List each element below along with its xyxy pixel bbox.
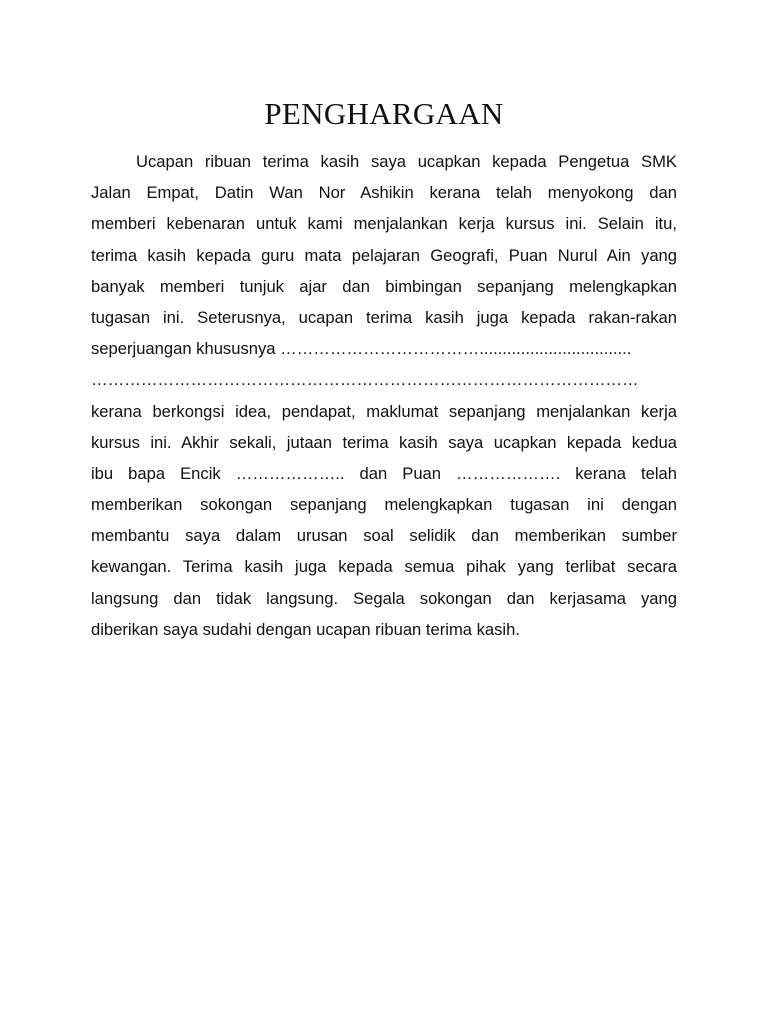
paragraph-line: langsung dan tidak langsung. Segala sokongan dan kerjasama yang (91, 588, 677, 608)
paragraph-line-blank: seperjuangan khususnya ………………………………................................. (91, 339, 632, 359)
paragraph-line-blank: ……………………………………………………………………………………… (91, 370, 639, 390)
page-title: PENGHARGAAN (264, 96, 504, 131)
paragraph-line: membantu saya dalam urusan soal selidik dan memberikan sumber (91, 526, 677, 546)
paragraph-line-last: diberikan saya sudahi dengan ucapan ribuan terima kasih. (91, 619, 520, 639)
paragraph-line: kewangan. Terima kasih juga kepada semua pihak yang terlibat secara (91, 557, 677, 577)
paragraph-line: memberikan sokongan sepanjang melengkapkan tugasan ini dengan (91, 495, 677, 515)
paragraph-line: kursus ini. Akhir sekali, jutaan terima kasih saya ucapkan kepada kedua (91, 432, 677, 452)
paragraph-line: Ucapan ribuan terima kasih saya ucapkan kepada Pengetua SMK (136, 152, 677, 171)
paragraph-line-blank: ibu bapa Encik ……………….. dan Puan ………………. kerana telah (91, 463, 677, 483)
paragraph-line: terima kasih kepada guru mata pelajaran Geografi, Puan Nurul Ain yang (91, 245, 677, 265)
paragraph-line: tugasan ini. Seterusnya, ucapan terima kasih juga kepada rakan-rakan (91, 307, 677, 327)
acknowledgement-body (91, 146, 677, 645)
paragraph-line: banyak memberi tunjuk ajar dan bimbingan sepanjang melengkapkan (91, 276, 677, 296)
paragraph-line: memberi kebenaran untuk kami menjalankan kerja kursus ini. Selain itu, (91, 214, 677, 234)
paragraph-line: Jalan Empat, Datin Wan Nor Ashikin kerana telah menyokong dan (91, 183, 677, 203)
paragraph-line: kerana berkongsi idea, pendapat, maklumat sepanjang menjalankan kerja (91, 401, 677, 421)
